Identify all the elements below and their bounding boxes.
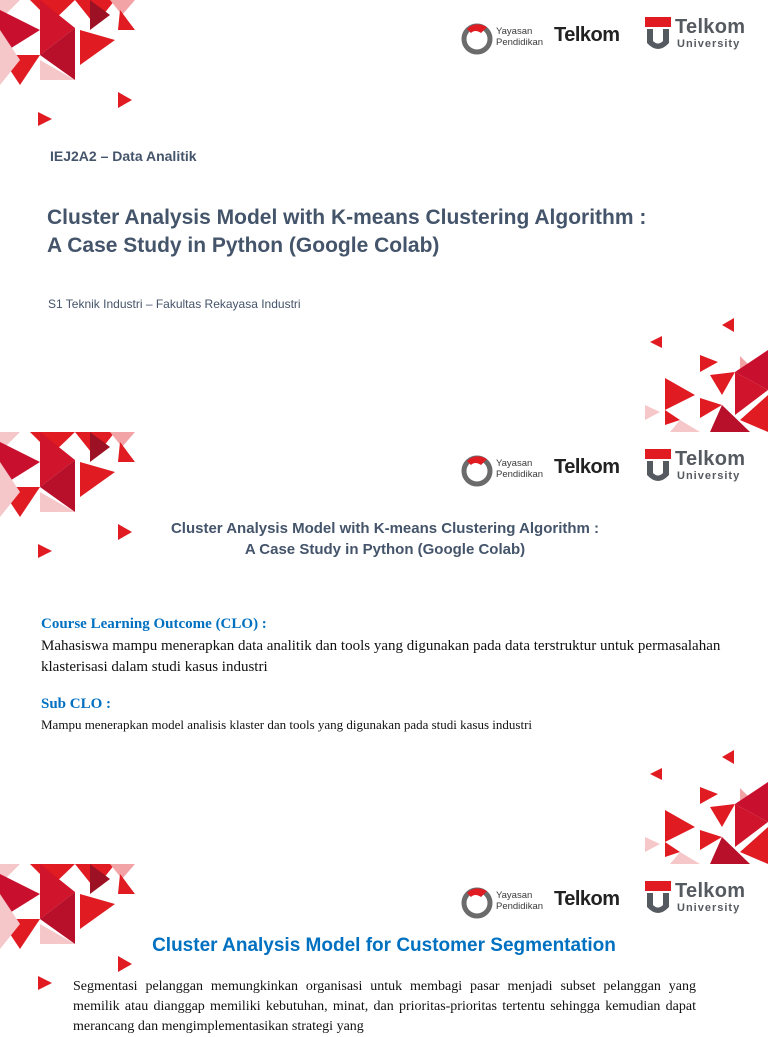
ypt-subtext: Yayasan Pendidikan (496, 26, 544, 48)
ypt-brand-text: Telkom (554, 456, 620, 478)
subclo-text: Mampu menerapkan model analisis klaster dan tools yang digunakan pada studi kasus industri (41, 717, 533, 732)
course-code: IEJ2A2 – Data Analitik (50, 148, 197, 164)
telkom-university-sub: University (677, 902, 741, 914)
slide2-title (120, 518, 650, 560)
yayasan-pendidikan-telkom-logo (461, 450, 631, 490)
telkom-university-emblem-icon (645, 449, 671, 485)
telkom-university-brand: Telkom (675, 880, 746, 902)
ypt-subtext: Yayasan Pendidikan (496, 890, 544, 912)
clo-heading: Course Learning Outcome (CLO) : (41, 616, 267, 632)
ypt-emblem-icon (461, 453, 493, 485)
ypt-brand-text: Telkom (554, 24, 620, 46)
telkom-university-logo (645, 880, 755, 922)
clo-text: Mahasiswa mampu menerapkan data analitik dan tools yang digunakan pada data terstruktur untuk permasalahan klasterisasi dalam studi kasus industri (41, 638, 721, 675)
corner-triangles-bottom-right (640, 742, 768, 864)
slide-3 (0, 864, 768, 1034)
slide2-title-line2: A Case Study in Python (Google Colab) (244, 541, 526, 558)
telkom-university-brand: Telkom (675, 448, 746, 470)
slide3-title: Cluster Analysis Model for Customer Segmentation (152, 935, 616, 956)
slide2-title-line1: Cluster Analysis Model with K-means Clustering Algorithm : (170, 520, 600, 537)
telkom-university-emblem-icon (645, 881, 671, 917)
slide1-title (47, 204, 747, 260)
yayasan-pendidikan-telkom-logo (461, 18, 631, 58)
telkom-university-sub: University (677, 470, 741, 482)
slide-1 (0, 0, 768, 432)
ypt-emblem-icon (461, 885, 493, 917)
ypt-subtext: Yayasan Pendidikan (496, 458, 544, 480)
yayasan-pendidikan-telkom-logo (461, 882, 631, 922)
telkom-university-emblem-icon (645, 17, 671, 53)
ypt-emblem-icon (461, 21, 493, 53)
telkom-university-logo (645, 448, 755, 490)
subclo-heading: Sub CLO : (41, 696, 112, 712)
telkom-university-logo (645, 16, 755, 58)
corner-triangles-bottom-right (640, 310, 768, 432)
slide3-paragraph: Segmentasi pelanggan memungkinkan organisasi untuk membagi pasar menjadi subset pelanggan yang memilik atau dianggap memiliki kebutuhan, minat, dan prioritas-prioritas tertentu sehingga kemudian dapat merancang dan mengimplementasikan strategi yang (73, 979, 696, 1034)
corner-triangles-top-left (0, 432, 140, 567)
telkom-university-sub: University (677, 38, 741, 50)
slide-2 (0, 432, 768, 864)
ypt-brand-text: Telkom (554, 888, 620, 910)
slide1-title-line1: Cluster Analysis Model with K-means Clustering Algorithm : (47, 206, 647, 229)
corner-triangles-top-left (0, 0, 140, 135)
program-name: S1 Teknik Industri – Fakultas Rekayasa Industri (48, 297, 301, 311)
slide1-title-line2: A Case Study in Python (Google Colab) (47, 234, 440, 257)
telkom-university-brand: Telkom (675, 16, 746, 38)
